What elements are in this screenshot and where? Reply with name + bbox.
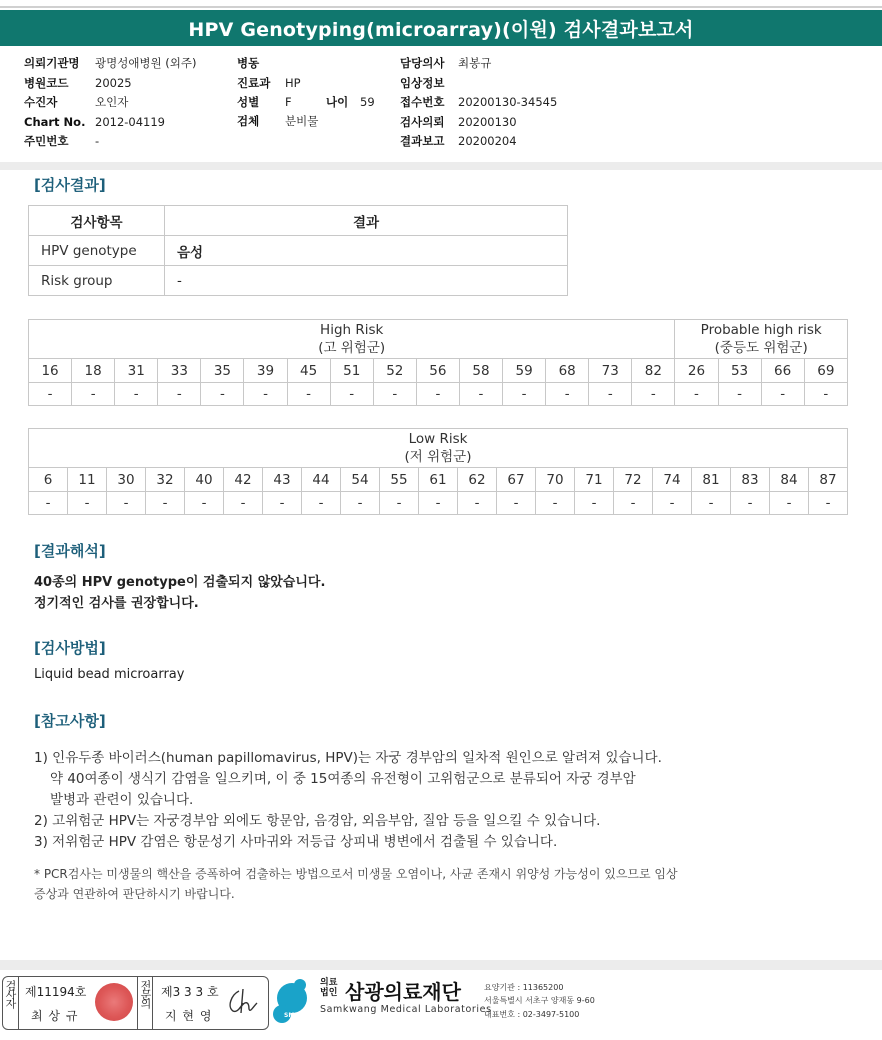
- high-risk-results-row: [29, 383, 848, 406]
- grid-cell: 74: [653, 468, 692, 492]
- grid-cell: -: [115, 383, 158, 406]
- method-section-title: [검사방법]: [34, 639, 106, 657]
- grid-cell: 52: [373, 359, 416, 383]
- age-value: 59: [360, 95, 375, 109]
- section-divider: [0, 162, 882, 170]
- seal-stamp-icon: [95, 983, 133, 1021]
- grid-cell: -: [459, 383, 502, 406]
- grid-cell: -: [263, 492, 302, 515]
- grid-cell: -: [575, 492, 614, 515]
- grid-cell: -: [497, 492, 536, 515]
- info-label: 수진자: [24, 95, 58, 109]
- grid-cell: -: [244, 383, 287, 406]
- grid-cell: 26: [675, 359, 718, 383]
- info-value: -: [95, 134, 100, 148]
- specialist-license: 제3 3 3 호: [161, 985, 219, 999]
- interpretation-line-2: 정기적인 검사를 권장합니다.: [34, 596, 199, 611]
- high-risk-header: [29, 320, 675, 359]
- info-label: 검사의뢰: [400, 115, 445, 129]
- reference-line-2: 약 40여종이 생식기 감염을 일으키며, 이 중 15여종의 유전형이 고위험군으로 분류되어 자궁 경부암: [50, 771, 636, 787]
- grid-cell: 31: [115, 359, 158, 383]
- grid-cell: -: [158, 383, 201, 406]
- references-section-title: [참고사항]: [34, 712, 106, 730]
- grid-cell: 45: [287, 359, 330, 383]
- low-risk-title: Low Risk: [408, 431, 468, 447]
- org-address: 서울특별시 서초구 양재동 9-60: [484, 996, 595, 1005]
- tester-label: [3, 977, 19, 1029]
- grid-cell: 16: [29, 359, 72, 383]
- grid-cell: 55: [380, 468, 419, 492]
- grid-cell: 82: [632, 359, 675, 383]
- info-label: 접수번호: [400, 95, 445, 109]
- specialist-name: 지 현 영: [165, 1009, 213, 1023]
- info-label: 담당의사: [400, 56, 445, 70]
- results-table: [28, 205, 568, 296]
- info-value: 오인자: [95, 95, 129, 109]
- org-prefix: [320, 978, 342, 998]
- grid-cell: -: [416, 383, 459, 406]
- info-label: 주민번호: [24, 134, 69, 148]
- interpretation-section-title: [결과해석]: [34, 542, 106, 560]
- grid-cell: 18: [72, 359, 115, 383]
- grid-cell: 33: [158, 359, 201, 383]
- grid-cell: 58: [459, 359, 502, 383]
- grid-cell: 32: [146, 468, 185, 492]
- probable-risk-header: [675, 320, 848, 359]
- top-rule: [0, 6, 882, 8]
- result-item: Risk group: [29, 266, 165, 296]
- pcr-note-line-1: * PCR검사는 미생물의 핵산을 증폭하여 검출하는 방법으로서 미생물 오염이나, 사균 존재시 위양성 가능성이 있으므로 임상: [34, 867, 678, 881]
- grid-cell: -: [419, 492, 458, 515]
- info-label: 성별: [237, 95, 260, 109]
- tester-label-text: 검사자: [4, 980, 17, 1007]
- reference-line-4: 2) 고위험군 HPV는 자궁경부암 외에도 항문암, 음경암, 외음부암, 질암 등을 일으킬 수 있습니다.: [34, 813, 601, 829]
- info-value: F: [285, 95, 292, 109]
- grid-cell: -: [330, 383, 373, 406]
- high-risk-table: [28, 319, 848, 406]
- org-name: 삼광의료재단: [345, 980, 461, 1004]
- grid-cell: 69: [804, 359, 847, 383]
- grid-cell: 40: [185, 468, 224, 492]
- info-value: 20200130-34545: [458, 95, 558, 109]
- org-code: 요양기관 : 11365200: [484, 983, 564, 992]
- info-value: 20200130: [458, 115, 517, 129]
- specialist-label-text: 전문의: [139, 980, 152, 1007]
- tester-license: 제11194호: [25, 985, 87, 999]
- grid-cell: 59: [503, 359, 546, 383]
- probable-risk-subtitle: (중등도 위험군): [714, 340, 808, 356]
- grid-cell: -: [107, 492, 146, 515]
- grid-cell: 53: [718, 359, 761, 383]
- grid-cell: -: [146, 492, 185, 515]
- info-label: 의뢰기관명: [24, 56, 80, 70]
- grid-cell: -: [201, 383, 244, 406]
- info-label: 병동: [237, 56, 260, 70]
- grid-cell: -: [761, 383, 804, 406]
- info-label: 검체: [237, 114, 260, 128]
- results-section-title: [검사결과]: [34, 176, 106, 194]
- result-value: 음성: [165, 236, 568, 266]
- grid-cell: -: [770, 492, 809, 515]
- grid-cell: -: [546, 383, 589, 406]
- grid-cell: -: [809, 492, 848, 515]
- grid-cell: -: [614, 492, 653, 515]
- reference-line-3: 발병과 관련이 있습니다.: [50, 792, 194, 808]
- grid-cell: 70: [536, 468, 575, 492]
- grid-cell: -: [72, 383, 115, 406]
- grid-cell: 87: [809, 468, 848, 492]
- patient-info: [0, 48, 882, 166]
- info-label: Chart No.: [24, 115, 86, 129]
- grid-cell: 84: [770, 468, 809, 492]
- interpretation-line-1: 40종의 HPV genotype이 검출되지 않았습니다.: [34, 575, 326, 590]
- info-value: 20025: [95, 76, 132, 90]
- grid-cell: 72: [614, 468, 653, 492]
- grid-cell: 35: [201, 359, 244, 383]
- grid-cell: -: [29, 383, 72, 406]
- info-label: 임상정보: [400, 76, 445, 90]
- high-risk-types-row: [29, 359, 848, 383]
- low-risk-results-row: [29, 492, 848, 515]
- low-risk-header: [29, 429, 848, 468]
- grid-cell: -: [341, 492, 380, 515]
- org-prefix-text: 의료법인: [320, 978, 338, 998]
- method-text: Liquid bead microarray: [34, 667, 185, 682]
- grid-cell: 67: [497, 468, 536, 492]
- grid-cell: -: [458, 492, 497, 515]
- grid-cell: 61: [419, 468, 458, 492]
- grid-cell: 56: [416, 359, 459, 383]
- grid-cell: 39: [244, 359, 287, 383]
- grid-cell: -: [373, 383, 416, 406]
- signature-icon: [225, 985, 261, 1019]
- grid-cell: -: [589, 383, 632, 406]
- result-item: HPV genotype: [29, 236, 165, 266]
- grid-cell: 62: [458, 468, 497, 492]
- grid-cell: -: [731, 492, 770, 515]
- low-risk-subtitle: (저 위험군): [404, 449, 472, 465]
- tester-name: 최 상 규: [31, 1009, 79, 1023]
- footer-divider: [0, 960, 882, 970]
- table-row: [29, 266, 568, 296]
- grid-cell: 30: [107, 468, 146, 492]
- org-english-name: Samkwang Medical Laboratories: [320, 1004, 492, 1015]
- age-label: 나이: [326, 95, 349, 109]
- grid-cell: -: [68, 492, 107, 515]
- signature-box: [2, 976, 269, 1030]
- grid-cell: 42: [224, 468, 263, 492]
- grid-cell: -: [185, 492, 224, 515]
- grid-cell: 66: [761, 359, 804, 383]
- specialist-label: [137, 977, 153, 1029]
- grid-cell: -: [380, 492, 419, 515]
- high-risk-subtitle: (고 위험군): [318, 340, 386, 356]
- grid-cell: -: [302, 492, 341, 515]
- grid-cell: -: [224, 492, 263, 515]
- grid-cell: 73: [589, 359, 632, 383]
- result-value: -: [165, 266, 568, 296]
- grid-cell: -: [632, 383, 675, 406]
- high-risk-title: High Risk: [320, 322, 384, 338]
- grid-cell: -: [718, 383, 761, 406]
- info-label: 결과보고: [400, 134, 445, 148]
- grid-cell: 11: [68, 468, 107, 492]
- info-value: 광명성애병원 (외주): [95, 56, 197, 70]
- info-value: 20200204: [458, 134, 517, 148]
- info-value: 최봉규: [458, 56, 492, 70]
- info-label: 병원코드: [24, 76, 69, 90]
- grid-cell: 71: [575, 468, 614, 492]
- low-risk-types-row: [29, 468, 848, 492]
- grid-cell: -: [653, 492, 692, 515]
- low-risk-table: [28, 428, 848, 515]
- reference-line-1: 1) 인유두종 바이러스(human papillomavirus, HPV)는 자궁 경부암의 일차적 원인으로 알려져 있습니다.: [34, 750, 662, 766]
- info-value: 분비물: [285, 114, 319, 128]
- grid-cell: 68: [546, 359, 589, 383]
- reference-line-5: 3) 저위험군 HPV 감염은 항문성기 사마귀와 저등급 상피내 병변에서 검출될 수 있습니다.: [34, 834, 558, 850]
- logo-text: SML: [284, 1012, 299, 1019]
- report-title: HPV Genotyping(microarray)(이원) 검사결과보고서: [188, 18, 694, 41]
- grid-cell: 43: [263, 468, 302, 492]
- grid-cell: 81: [692, 468, 731, 492]
- probable-risk-title: Probable high risk: [700, 322, 822, 338]
- results-header-item: 검사항목: [29, 206, 165, 236]
- grid-cell: 51: [330, 359, 373, 383]
- org-phone: 대표번호 : 02-3497-5100: [484, 1010, 580, 1019]
- info-value: HP: [285, 76, 301, 90]
- pcr-note-line-2: 증상과 연관하여 판단하시기 바랍니다.: [34, 887, 235, 901]
- results-header-result: 결과: [165, 206, 568, 236]
- table-row: [29, 236, 568, 266]
- info-value: 2012-04119: [95, 115, 165, 129]
- grid-cell: 54: [341, 468, 380, 492]
- grid-cell: -: [692, 492, 731, 515]
- grid-cell: 83: [731, 468, 770, 492]
- grid-cell: -: [287, 383, 330, 406]
- grid-cell: 6: [29, 468, 68, 492]
- grid-cell: -: [804, 383, 847, 406]
- grid-cell: -: [29, 492, 68, 515]
- report-title-bar: [0, 10, 882, 46]
- grid-cell: -: [536, 492, 575, 515]
- info-label: 진료과: [237, 76, 271, 90]
- grid-cell: -: [503, 383, 546, 406]
- sml-logo-icon: [272, 976, 312, 1026]
- grid-cell: 44: [302, 468, 341, 492]
- grid-cell: -: [675, 383, 718, 406]
